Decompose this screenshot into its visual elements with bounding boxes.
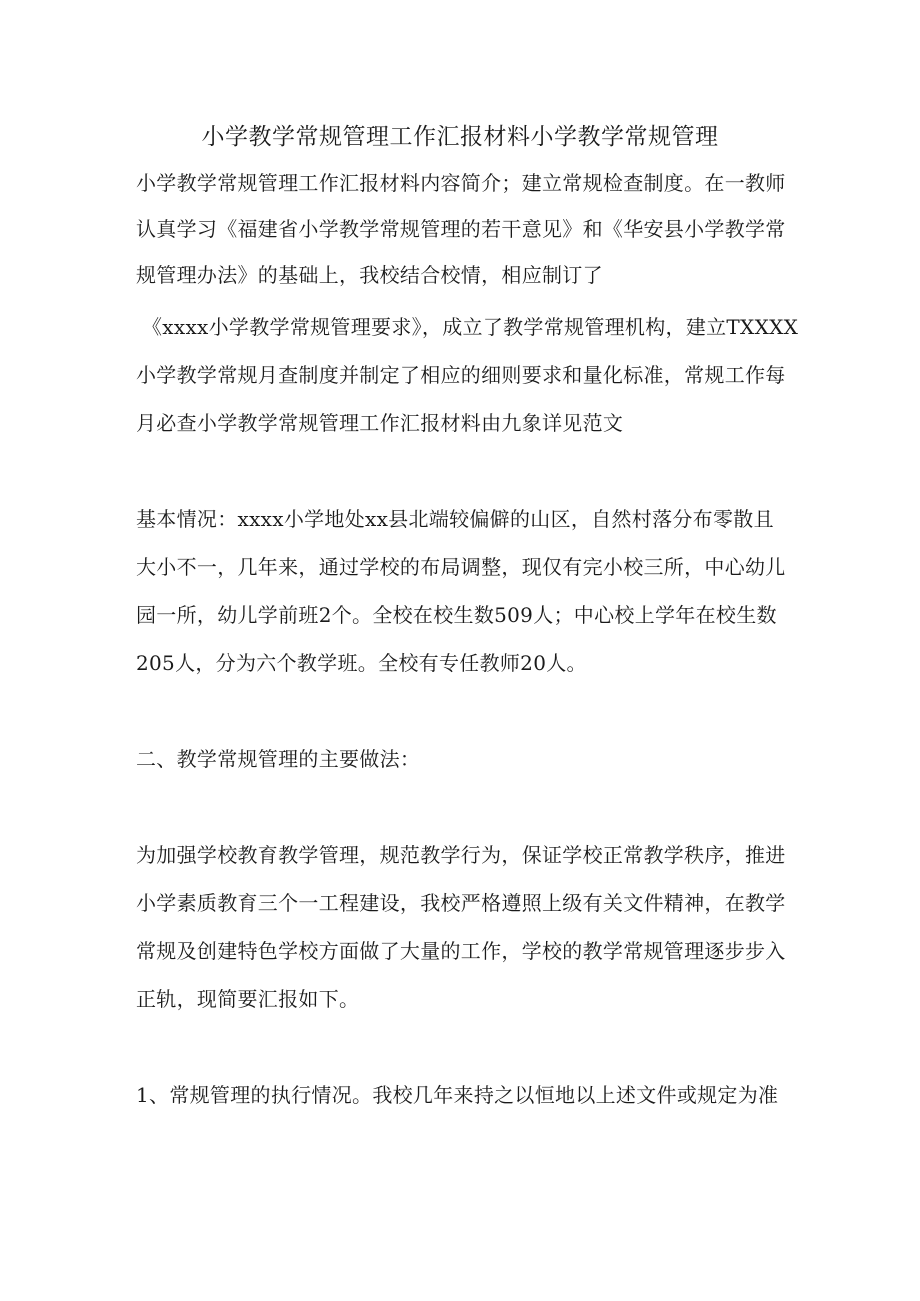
paragraph-line: 正轨，现简要汇报如下。 — [136, 987, 360, 1011]
paragraph-line: 基本情况：xxxx小学地处xx县北端较偏僻的山区，自然村落分布零散且 — [136, 507, 774, 531]
section-heading: 二、教学常规管理的主要做法： — [136, 747, 421, 771]
paragraph-line: 205人，分为六个教学班。全校有专任教师20人。 — [136, 651, 587, 675]
document-title: 小学教学常规管理工作汇报材料小学教学常规管理 — [201, 124, 719, 150]
paragraph-line: 小学素质教育三个一工程建设，我校严格遵照上级有关文件精神，在教学 — [136, 891, 786, 915]
paragraph-line: 常规及创建特色学校方面做了大量的工作，学校的教学常规管理逐步步入 — [136, 939, 786, 963]
paragraph-line: 小学教学常规管理工作汇报材料内容简介；建立常规检查制度。在一教师 — [136, 171, 786, 195]
paragraph-line: 1、常规管理的执行情况。我校几年来持之以恒地以上述文件或规定为准 — [136, 1083, 779, 1107]
paragraph-line: 为加强学校教育教学管理，规范教学行为，保证学校正常教学秩序，推进 — [136, 843, 786, 867]
paragraph-line: 小学教学常规月查制度并制定了相应的细则要求和量化标准，常规工作每 — [136, 363, 786, 387]
paragraph-line: 园一所，幼儿学前班2个。全校在校生数509人；中心校上学年在校生数 — [136, 603, 777, 627]
paragraph-line: 月必查小学教学常规管理工作汇报材料由九象详见范文 — [136, 411, 624, 435]
paragraph-line: 《xxxx小学教学常规管理要求》，成立了教学常规管理机构，建立TXXXX — [142, 315, 799, 339]
paragraph-line: 大小不一，几年来，通过学校的布局调整，现仅有完小校三所，中心幼儿 — [136, 555, 786, 579]
paragraph-line: 规管理办法》的基础上，我校结合校情，相应制订了 — [136, 263, 603, 287]
paragraph-line: 认真学习《福建省小学教学常规管理的若干意见》和《华安县小学教学常 — [136, 217, 786, 241]
